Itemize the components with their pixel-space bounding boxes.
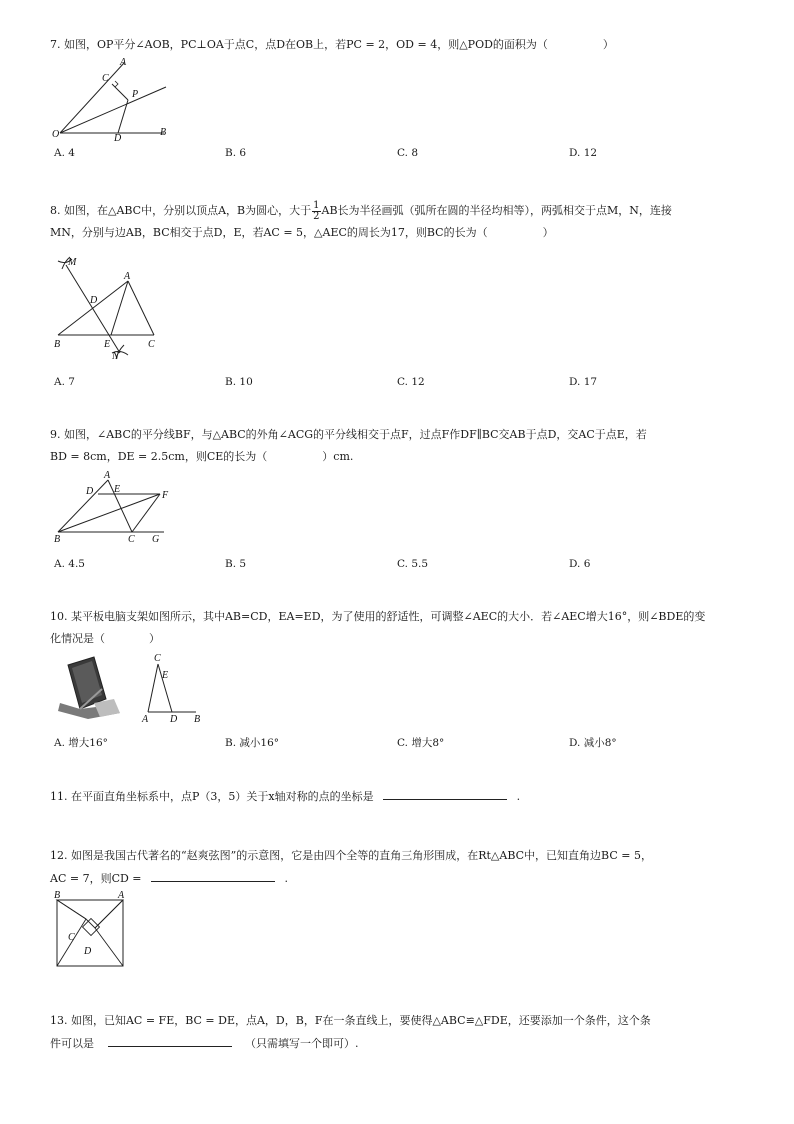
label-a: A (124, 271, 131, 282)
fraction-denominator: 2 (313, 210, 320, 222)
figure-q8 (52, 255, 167, 365)
label-c: C (68, 932, 75, 943)
question-8-line-1-post: AB长为半径画弧（弧所在圆的半径均相等），两弧相交于点M，N，连接 (321, 204, 672, 217)
choice-a[interactable]: A. 4.5 (54, 558, 85, 570)
question-11 (50, 785, 750, 808)
label-d: D (86, 486, 94, 497)
question-11-text: 11. 在平面直角坐标系中，点P（3，5）关于x轴对称的点的坐标是 (50, 790, 374, 803)
label-e: E (114, 484, 121, 495)
label-f: F (162, 490, 169, 501)
label-b: B (54, 534, 61, 545)
label-d: D (84, 946, 92, 957)
choice-d[interactable]: D. 减小8° (569, 737, 617, 749)
tablet-stand-photo (54, 655, 124, 725)
label-b: B (194, 714, 201, 725)
question-9-line-2: BD = 8cm，DE = 2.5cm，则CE的长为（ ）cm. (50, 450, 354, 463)
choice-b[interactable]: B. 10 (225, 376, 253, 388)
label-c: C (128, 534, 135, 545)
fraction-one-half (312, 201, 320, 222)
label-n: N (112, 351, 119, 362)
label-a: A (142, 714, 149, 725)
question-8 (50, 200, 750, 244)
figure-q9 (52, 470, 177, 545)
label-c: C (154, 653, 161, 664)
question-8-line-1 (50, 200, 750, 222)
question-10-line-2: 化情况是（ ） (50, 632, 160, 645)
choice-c[interactable]: C. 8 (397, 147, 419, 159)
fraction-numerator: 1 (313, 199, 320, 211)
question-13 (50, 1010, 750, 1055)
label-a: A (104, 470, 111, 481)
choice-b[interactable]: B. 减小16° (225, 737, 280, 749)
choice-d[interactable]: D. 12 (569, 147, 598, 159)
question-13-line-1: 13. 如图，已知AC = FE，BC = DE，点A，D，B，F在一条直线上，要使得△ABC≌△FDE，还要添加一个条件，这个条 (50, 1014, 651, 1027)
question-12-line-1: 12. 如图是我国古代著名的“赵爽弦图”的示意图，它是由四个全等的直角三角形围成，在Rt△ABC中，已知直角边BC = 5， (50, 849, 652, 862)
label-o: O (52, 129, 60, 140)
question-10 (50, 606, 750, 650)
question-7 (50, 34, 750, 56)
label-d: D (90, 295, 98, 306)
choice-b[interactable]: B. 5 (225, 558, 247, 570)
label-b: B (54, 339, 61, 350)
question-12-line-2 (50, 867, 750, 890)
label-c: C (148, 339, 155, 350)
choice-c[interactable]: C. 5.5 (397, 558, 429, 570)
question-9-line-1: 9. 如图，∠ABC的平分线BF，与△ABC的外角∠ACG的平分线相交于点F，过点F作DF∥BC交AB于点D，交AC于点E，若 (50, 428, 647, 441)
question-13-line-2-pre: 件可以是 (50, 1037, 94, 1050)
label-p: P (132, 89, 139, 100)
question-13-line-2 (50, 1032, 750, 1055)
answer-blank-q12[interactable] (151, 867, 275, 882)
choice-c[interactable]: C. 增大8° (397, 737, 445, 749)
choice-a[interactable]: A. 4 (54, 147, 75, 159)
label-a: A (120, 57, 127, 68)
question-9 (50, 424, 750, 468)
choice-a[interactable]: A. 增大16° (54, 737, 108, 749)
answer-blank-q11[interactable] (383, 785, 507, 800)
question-12-end: . (284, 872, 289, 885)
choice-d[interactable]: D. 6 (569, 558, 591, 570)
choice-d[interactable]: D. 17 (569, 376, 598, 388)
question-8-line-2: MN，分别与边AB，BC相交于点D，E，若AC = 5，△AEC的周长为17，则BC的长为（ ） (50, 226, 554, 239)
question-8-line-1-pre: 8. 如图，在△ABC中，分别以顶点A，B为圆心，大于 (50, 204, 312, 217)
figure-q12 (52, 890, 132, 970)
choice-c[interactable]: C. 12 (397, 376, 425, 388)
choice-b[interactable]: B. 6 (225, 147, 247, 159)
label-e: E (104, 339, 111, 350)
question-10-line-1: 10. 某平板电脑支架如图所示，其中AB=CD，EA=ED，为了使用的舒适性，可调整∠AEC的大小．若∠AEC增大16°，则∠BDE的变 (50, 610, 706, 623)
question-12-line-2-pre: AC = 7，则CD = (50, 872, 142, 885)
question-7-text: 7. 如图，OP平分∠AOB，PC⊥OA于点C，点D在OB上，若PC = 2，OD = 4，则△POD的面积为（ ） (50, 38, 614, 51)
label-b: B (54, 890, 61, 901)
label-g: G (152, 534, 160, 545)
label-m: M (68, 257, 77, 268)
choice-a[interactable]: A. 7 (54, 376, 75, 388)
label-b: B (160, 127, 167, 138)
label-a: A (118, 890, 125, 901)
label-d: D (170, 714, 178, 725)
question-13-end: （只需填写一个即可）. (245, 1037, 359, 1050)
label-d: D (114, 133, 122, 144)
figure-q10 (140, 652, 210, 727)
question-11-end: . (516, 790, 521, 803)
question-12 (50, 845, 750, 890)
label-e: E (162, 670, 169, 681)
figure-q7 (52, 55, 177, 145)
label-c: C (102, 73, 109, 84)
answer-blank-q13[interactable] (108, 1032, 232, 1047)
